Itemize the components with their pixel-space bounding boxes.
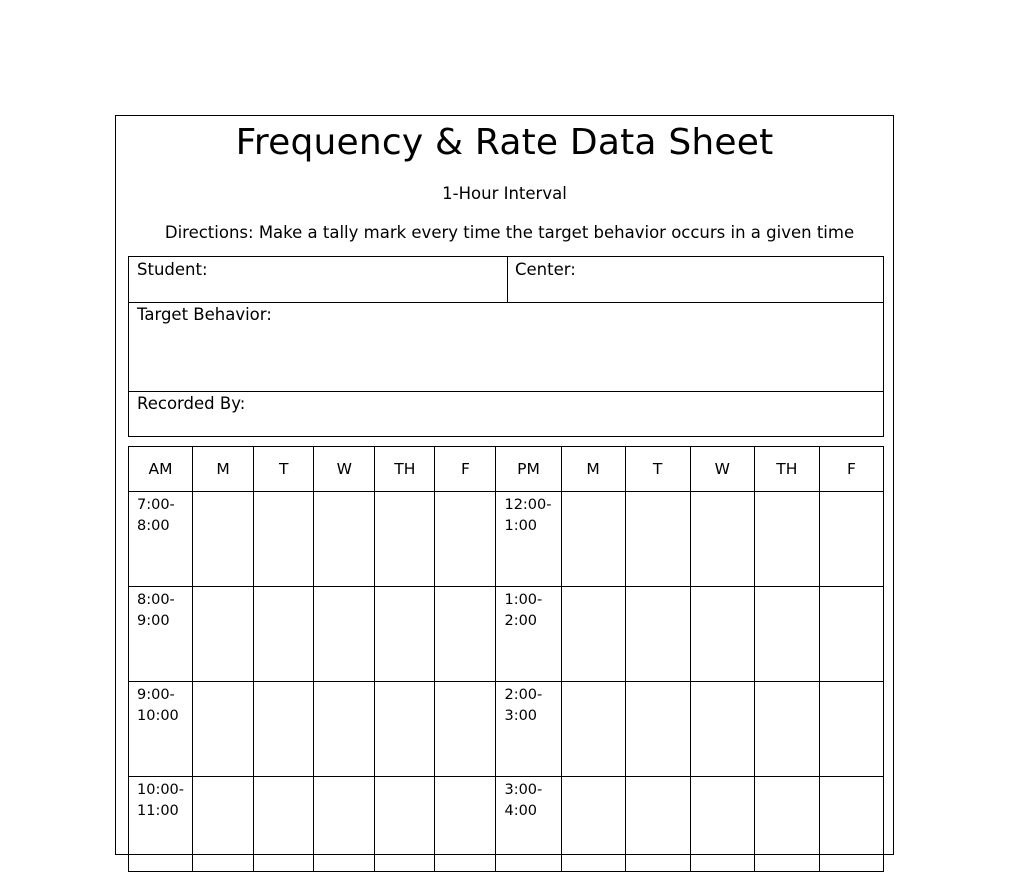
center-label: Center: [515,260,576,279]
tally-cell[interactable] [193,777,254,872]
interval-subtitle: 1-Hour Interval [442,184,567,203]
tally-cell[interactable] [819,587,883,682]
tally-cell[interactable] [625,682,690,777]
tally-cell[interactable] [561,587,625,682]
tally-cell[interactable] [254,492,314,587]
pm-time-slot [496,682,561,777]
time-end: 1:00 [504,518,538,534]
time-end: 9:00 [137,613,170,629]
tally-cell[interactable] [314,682,375,777]
target-behavior-label: Target Behavior: [137,305,272,324]
tally-cell[interactable] [754,587,819,682]
tally-cell[interactable] [193,682,254,777]
pm-time-slot [496,587,561,682]
tally-cell[interactable] [435,587,496,682]
tally-cell[interactable] [754,492,819,587]
time-end: 4:00 [504,803,538,819]
data-sheet [115,115,894,855]
table-row [129,492,884,587]
tally-cell[interactable] [435,682,496,777]
am-day-monday: M [193,447,254,492]
pm-day-tuesday: T [625,447,690,492]
recorded-by-label: Recorded By: [137,394,246,413]
sheet-title: Frequency & Rate Data Sheet [235,122,774,163]
tally-cell[interactable] [314,587,375,682]
time-start: 1:00- [504,592,543,608]
am-time-slot [129,492,193,587]
tally-cell[interactable] [754,777,819,872]
tally-cell[interactable] [435,777,496,872]
time-start: 2:00- [504,687,543,703]
tally-cell[interactable] [625,777,690,872]
target-behavior-field[interactable] [129,302,885,392]
time-end: 10:00 [137,708,179,724]
tally-cell[interactable] [254,777,314,872]
am-time-slot [129,777,193,872]
time-start: 12:00- [504,497,552,513]
tally-cell[interactable] [561,777,625,872]
am-day-wednesday: W [314,447,375,492]
tally-grid [128,446,884,872]
pm-header: PM [496,447,561,492]
pm-day-monday: M [561,447,625,492]
tally-cell[interactable] [254,587,314,682]
tally-cell[interactable] [314,492,375,587]
student-label: Student: [137,260,208,279]
pm-time-slot [496,492,561,587]
pm-day-friday: F [819,447,883,492]
tally-cell[interactable] [375,682,435,777]
tally-cell[interactable] [561,492,625,587]
time-start: 9:00- [137,687,175,703]
tally-cell[interactable] [375,492,435,587]
am-day-thursday: TH [375,447,435,492]
time-end: 2:00 [504,613,538,629]
tally-cell[interactable] [314,777,375,872]
pm-day-thursday: TH [754,447,819,492]
tally-cell[interactable] [375,587,435,682]
am-day-tuesday: T [254,447,314,492]
time-end: 3:00 [504,708,538,724]
center-field[interactable] [507,257,885,302]
directions-text: Directions: Make a tally mark every time the target behavior occurs in a given time [164,223,855,242]
pm-time-slot [496,777,561,872]
table-row [129,682,884,777]
tally-cell[interactable] [690,492,754,587]
am-header: AM [129,447,193,492]
tally-cell[interactable] [193,492,254,587]
tally-cell[interactable] [690,682,754,777]
tally-cell[interactable] [754,682,819,777]
tally-cell[interactable] [819,682,883,777]
am-time-slot [129,587,193,682]
tally-cell[interactable] [690,587,754,682]
time-start: 8:00- [137,592,175,608]
tally-cell[interactable] [435,492,496,587]
am-time-slot [129,682,193,777]
table-row [129,587,884,682]
tally-cell[interactable] [819,777,883,872]
time-start: 3:00- [504,782,543,798]
tally-cell[interactable] [625,587,690,682]
tally-cell[interactable] [193,587,254,682]
time-start: 7:00- [137,497,175,513]
recorded-by-field[interactable] [129,391,885,436]
tally-cell[interactable] [561,682,625,777]
info-box [128,256,884,437]
time-start: 10:00- [137,782,185,798]
tally-cell[interactable] [625,492,690,587]
table-row [129,777,884,872]
am-day-friday: F [435,447,496,492]
pm-day-wednesday: W [690,447,754,492]
time-end: 8:00 [137,518,170,534]
tally-cell[interactable] [254,682,314,777]
tally-cell[interactable] [690,777,754,872]
tally-cell[interactable] [819,492,883,587]
tally-cell[interactable] [375,777,435,872]
student-field[interactable] [129,257,507,302]
grid-header-row [129,447,884,492]
time-end: 11:00 [137,803,179,819]
